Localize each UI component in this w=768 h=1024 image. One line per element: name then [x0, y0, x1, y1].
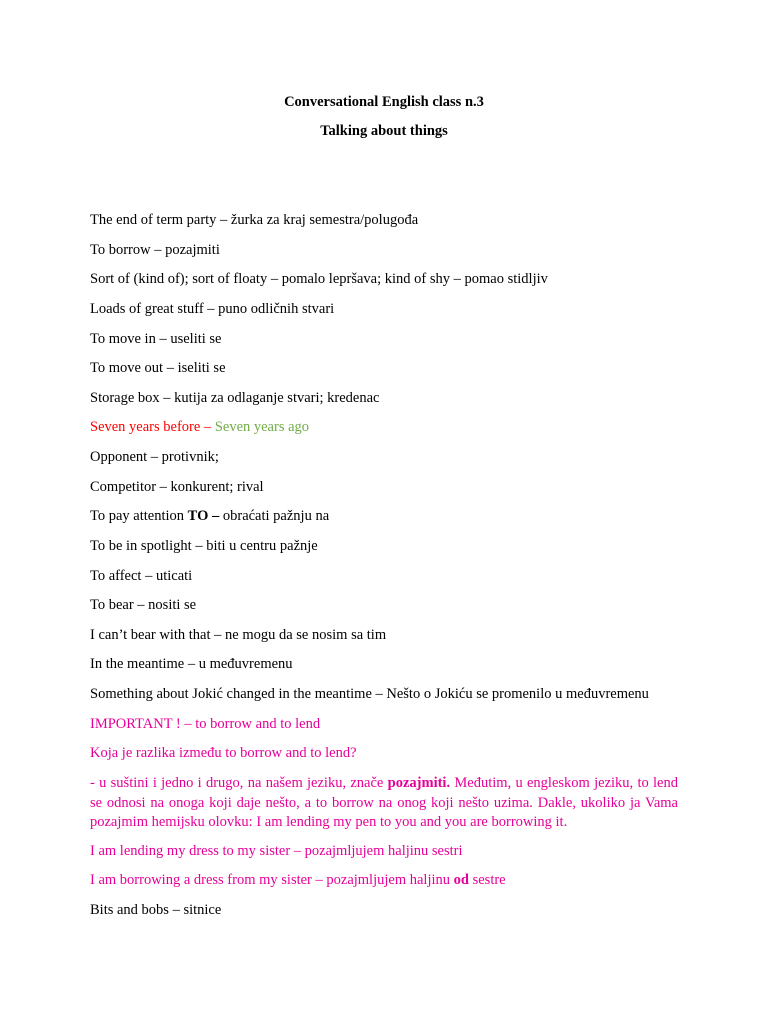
vocab-line: Opponent – protivnik;	[90, 449, 219, 465]
example-line	[90, 871, 678, 891]
attention-line	[90, 507, 678, 527]
document-subtitle: Talking about things	[320, 123, 448, 139]
vocab-line: Competitor – konkurent; rival	[90, 479, 264, 495]
document-title: Conversational English class n.3	[284, 94, 484, 110]
vocab-line: To affect – uticati	[90, 568, 193, 584]
example-line: I am lending my dress to my sister – pozajmljujem haljinu sestri	[90, 843, 463, 859]
paragraph-before: - u suštini i jedno i drugo, na našem jeziku, znače	[90, 775, 388, 791]
important-question: Koja je razlika između to borrow and to lend?	[90, 745, 357, 761]
important-paragraph	[90, 774, 678, 833]
vocab-line: To bear – nositi se	[90, 597, 197, 613]
vocab-line: Something about Jokić changed in the meantime – Nešto o Jokiću se promenilo u međuvremenu	[90, 686, 649, 702]
correct-phrase: Seven years ago	[214, 419, 310, 435]
vocab-line: To move out – iseliti se	[90, 360, 226, 376]
vocab-line: Bits and bobs – sitnice	[90, 902, 222, 918]
wrong-phrase: Seven years before –	[90, 419, 212, 435]
vocab-line: The end of term party – žurka za kraj semestra/polugođa	[90, 212, 419, 228]
vocab-line: To be in spotlight – biti u centru pažnje	[90, 538, 318, 554]
example-before: I am borrowing a dress from my sister – pozajmljujem haljinu	[90, 872, 454, 888]
attention-before: To pay attention	[90, 508, 188, 524]
vocab-line: Storage box – kutija za odlaganje stvari; kredenac	[90, 390, 380, 406]
important-heading: IMPORTANT ! – to borrow and to lend	[90, 716, 321, 732]
paragraph-after: Međutim, u engleskom jeziku, to lend se odnosi na onoga koji daje nešto, a to borrow na onog koji nešto uzima. Dakle, ukoliko ja Vama pozajmim hemijsku olovku: I am lending my pen to you and you are borrowing it.	[90, 775, 678, 830]
attention-after: obraćati pažnju na	[219, 508, 330, 524]
example-after: sestre	[468, 872, 506, 888]
vocab-line: Loads of great stuff – puno odličnih stvari	[90, 301, 335, 317]
attention-bold: TO –	[187, 508, 220, 524]
correction-line	[90, 418, 678, 438]
vocab-line: To borrow – pozajmiti	[90, 242, 220, 258]
vocab-line: I can’t bear with that – ne mogu da se nosim sa tim	[90, 627, 387, 643]
vocab-line: Sort of (kind of); sort of floaty – pomalo lepršava; kind of shy – pomao stidljiv	[90, 271, 548, 287]
vocab-line: To move in – useliti se	[90, 331, 222, 347]
vocab-line: In the meantime – u međuvremenu	[90, 656, 293, 672]
paragraph-bold: pozajmiti.	[387, 775, 451, 791]
example-bold: od	[453, 872, 469, 888]
